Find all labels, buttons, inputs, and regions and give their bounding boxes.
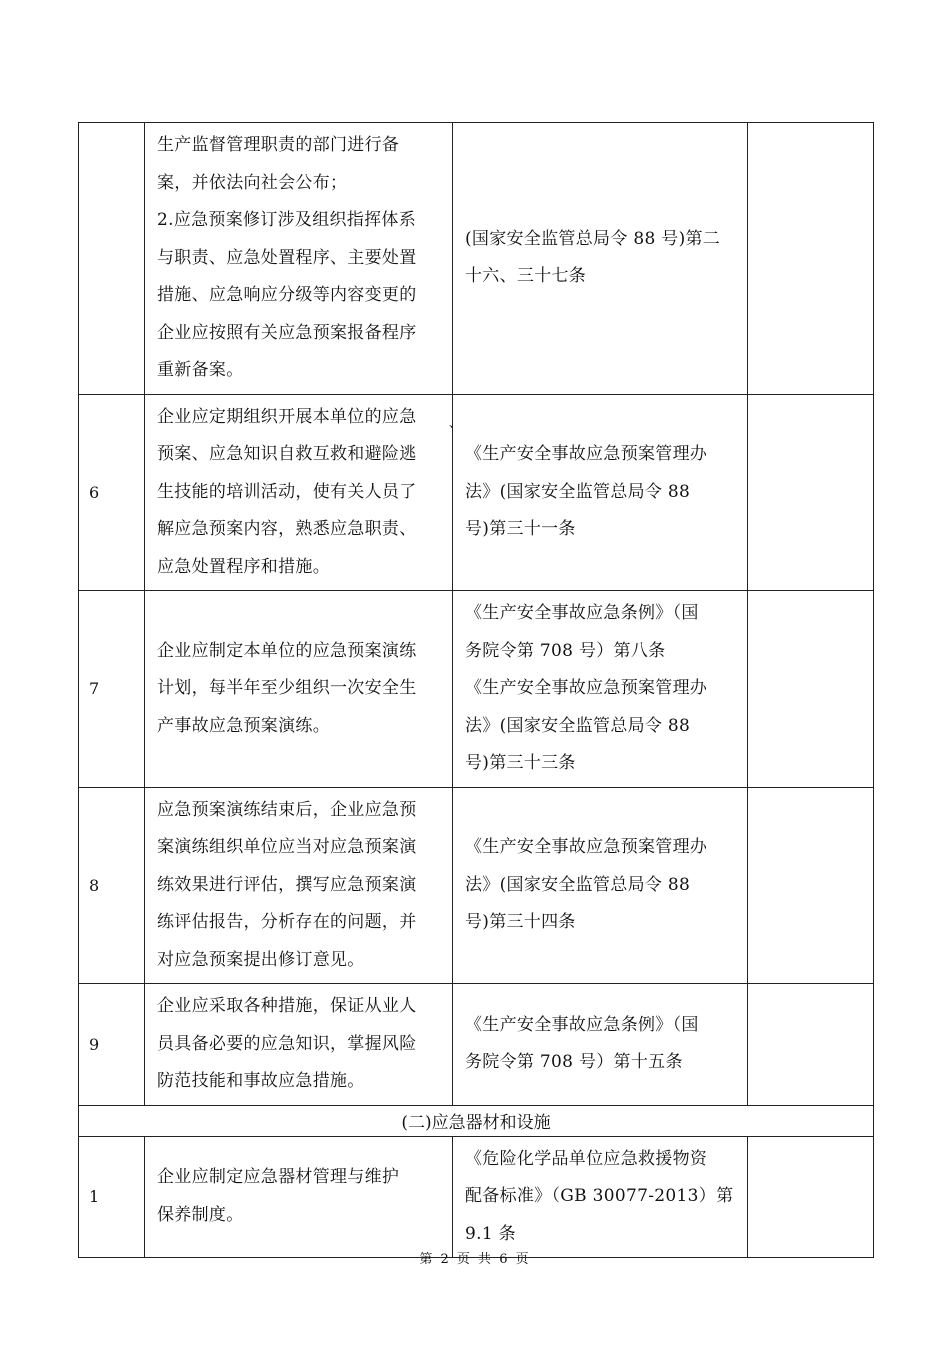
text-line: 企业应定期组织开展本单位的应急 bbox=[157, 406, 417, 427]
requirement-cell bbox=[145, 1136, 453, 1258]
text-line: 《危险化学品单位应急救援物资 bbox=[465, 1148, 708, 1169]
requirement-cell bbox=[145, 394, 453, 591]
item-number-cell bbox=[79, 123, 145, 395]
text-line: 解应急预案内容，熟悉应急职责、 bbox=[157, 519, 417, 539]
legal-basis-cell bbox=[453, 1136, 748, 1258]
table-row bbox=[79, 123, 874, 395]
text-line: 保养制度。 bbox=[157, 1204, 244, 1225]
text-line: 务院令第 708 号）第八条 bbox=[465, 640, 666, 661]
text-line: 《生产安全事故应急条例》（国 bbox=[465, 1014, 699, 1035]
table-row bbox=[79, 394, 874, 591]
table-row bbox=[79, 1136, 874, 1258]
text-line: 《生产安全事故应急预案管理办 bbox=[465, 837, 708, 857]
remark-cell bbox=[748, 787, 874, 984]
text-line: 重新备案。 bbox=[157, 360, 244, 380]
legal-basis-cell bbox=[453, 123, 748, 395]
text-line: 务院令第 708 号）第十五条 bbox=[465, 1052, 683, 1073]
text-line: 产事故应急预案演练。 bbox=[157, 715, 330, 736]
text-line: 企业应制定应急器材管理与维护 bbox=[157, 1167, 400, 1188]
text-line: 防范技能和事故应急措施。 bbox=[157, 1071, 365, 1091]
text-line: 法》(国家安全监管总局令 88 bbox=[465, 481, 691, 502]
text-line: 《生产安全事故应急条例》（国 bbox=[465, 603, 699, 623]
stray-mark: 、 bbox=[449, 416, 462, 430]
text-line: 应急预案演练结束后，企业应急预 bbox=[157, 799, 417, 820]
text-line: 应急处置程序和措施。 bbox=[157, 556, 330, 577]
remark-cell bbox=[748, 123, 874, 395]
remark-cell bbox=[748, 591, 874, 788]
table-row bbox=[79, 591, 874, 788]
legal-basis-cell bbox=[453, 394, 748, 591]
remark-cell bbox=[748, 1136, 874, 1258]
remark-cell bbox=[748, 984, 874, 1106]
text-line: 十六、三十七条 bbox=[465, 266, 587, 287]
text-line: 配备标准》（GB 30077-2013）第 bbox=[465, 1186, 734, 1206]
text-line: 练效果进行评估，撰写应急预案演 bbox=[157, 874, 417, 895]
text-line: 员具备必要的应急知识，掌握风险 bbox=[157, 1033, 417, 1054]
text-line: 案，并依法向社会公布； bbox=[157, 172, 348, 193]
item-number-cell: 6 bbox=[79, 394, 145, 591]
text-line: 计划，每半年至少组织一次安全生 bbox=[157, 678, 417, 698]
item-number-cell: 7 bbox=[79, 591, 145, 788]
text-line: 生技能的培训活动，使有关人员了 bbox=[157, 481, 417, 502]
requirement-cell bbox=[145, 984, 453, 1106]
page-number-footer: 第 2 页 共 6 页 bbox=[419, 1252, 531, 1267]
item-number-cell: 1 bbox=[79, 1136, 145, 1258]
section-header-row bbox=[79, 1105, 874, 1136]
table-row bbox=[79, 787, 874, 984]
text-line: (国家安全监管总局令 88 号)第二 bbox=[465, 228, 721, 249]
text-line: 《生产安全事故应急预案管理办 bbox=[465, 678, 708, 698]
text-line: 2.应急预案修订涉及组织指挥体系 bbox=[157, 210, 417, 230]
text-line: 预案、应急知识自救互救和避险逃 bbox=[157, 444, 417, 464]
requirement-cell bbox=[145, 123, 453, 395]
remark-cell bbox=[748, 394, 874, 591]
text-line: 企业应采取各种措施，保证从业人 bbox=[157, 996, 417, 1016]
text-line: 生产监督管理职责的部门进行备 bbox=[157, 135, 400, 155]
requirement-cell bbox=[145, 591, 453, 788]
legal-basis-cell bbox=[453, 787, 748, 984]
table-row bbox=[79, 984, 874, 1106]
text-line: 法》(国家安全监管总局令 88 bbox=[465, 715, 691, 736]
text-line: 9.1 条 bbox=[465, 1223, 516, 1244]
text-line: 号)第三十四条 bbox=[465, 912, 576, 932]
text-line: 号)第三十一条 bbox=[465, 519, 576, 539]
text-line: 法》(国家安全监管总局令 88 bbox=[465, 874, 691, 895]
requirement-cell bbox=[145, 787, 453, 984]
item-number-cell: 9 bbox=[79, 984, 145, 1106]
text-line: 企业应按照有关应急预案报备程序 bbox=[157, 322, 417, 343]
legal-basis-cell bbox=[453, 591, 748, 788]
section-title: (二)应急器材和设施 bbox=[79, 1105, 874, 1136]
text-line: 案演练组织单位应当对应急预案演 bbox=[157, 837, 417, 857]
text-line: 号)第三十三条 bbox=[465, 753, 576, 773]
legal-basis-cell bbox=[453, 984, 748, 1106]
text-line: 《生产安全事故应急预案管理办 bbox=[465, 444, 708, 464]
text-line: 企业应制定本单位的应急预案演练 bbox=[157, 640, 417, 661]
regulation-checklist-table bbox=[78, 122, 874, 1258]
text-line: 与职责、应急处置程序、主要处置 bbox=[157, 247, 417, 268]
item-number-cell: 8 bbox=[79, 787, 145, 984]
text-line: 措施、应急响应分级等内容变更的 bbox=[157, 285, 417, 305]
text-line: 对应急预案提出修订意见。 bbox=[157, 949, 365, 970]
text-line: 练评估报告，分析存在的问题，并 bbox=[157, 912, 417, 932]
